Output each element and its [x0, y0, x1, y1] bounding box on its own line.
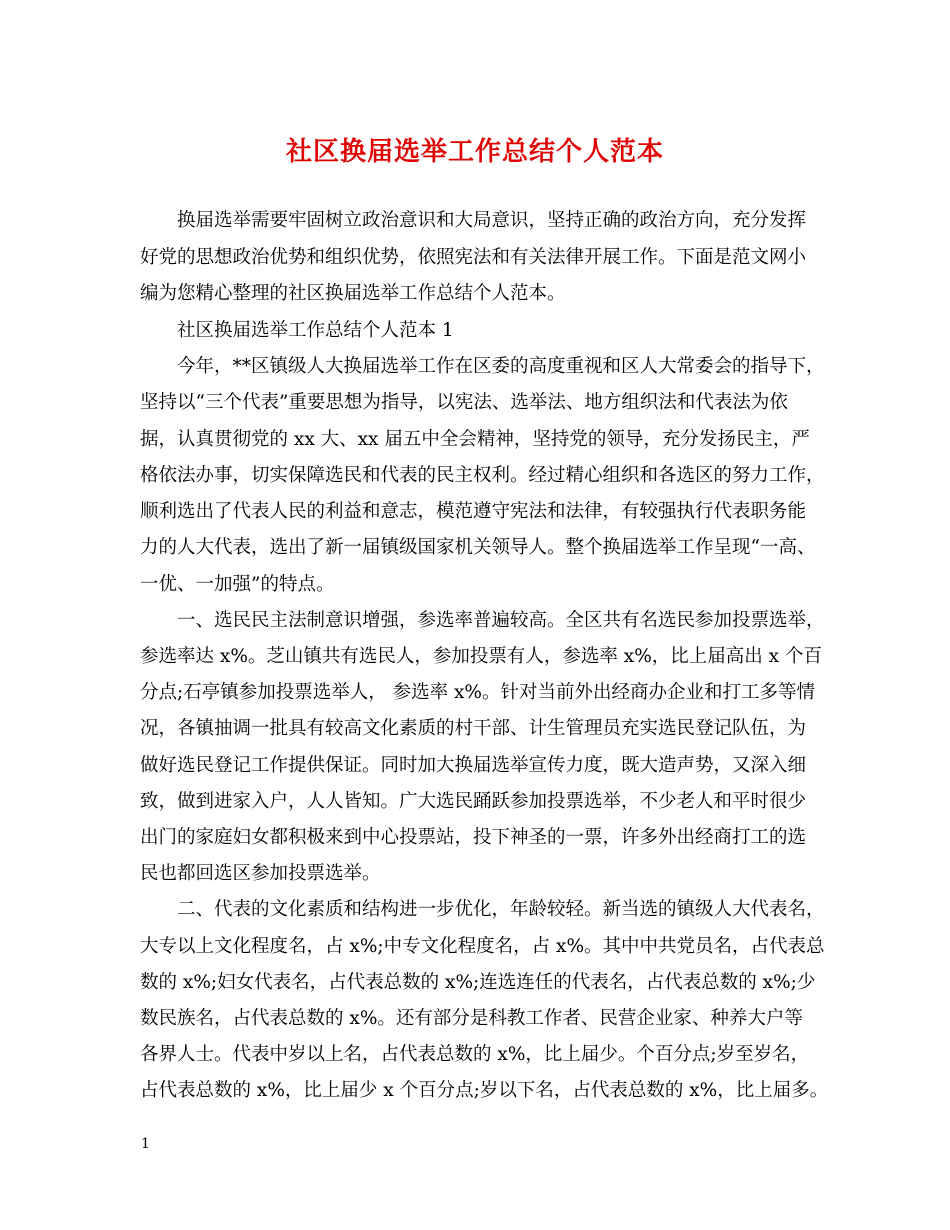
- paragraph-line: 占代表总数的 x%，比上届少 x 个百分点;岁以下名，占代表总数的 x%，比上届多。: [140, 1080, 829, 1101]
- paragraph-line: 据，认真贯彻党的 xx 大、xx 届五中全会精神，坚持党的领导，充分发扬民主，严: [140, 429, 810, 450]
- paragraph-line: 各界人士。代表中岁以上名，占代表总数的 x%，比上届少。个百分点;岁至岁名，: [140, 1044, 810, 1065]
- paragraph-line: 分点;石亭镇参加投票选举人， 参选率 x%。针对当前外出经商办企业和打工多等情: [140, 682, 816, 703]
- paragraph-line: 致，做到进家入户，人人皆知。广大选民踊跃参加投票选举，不少老人和平时很少: [140, 791, 807, 812]
- paragraph-line: 好党的思想政治优势和组织优势，依照宪法和有关法律开展工作。下面是范文网小: [140, 247, 807, 268]
- paragraph-line: 今年，**区镇级人大换届选举工作在区委的高度重视和区人大常委会的指导下，: [177, 356, 825, 377]
- paragraph-line: 做好选民登记工作提供保证。同时加大换届选举宣传力度，既大造声势，又深入细: [140, 755, 807, 776]
- paragraph-line: 况，各镇抽调一批具有较高文化素质的村干部、计生管理员充实选民登记队伍，为: [140, 718, 807, 739]
- paragraph-line: 数民族名，占代表总数的 x%。还有部分是科教工作者、民营企业家、种养大户等: [140, 1008, 803, 1029]
- paragraph-line: 民也都回选区参加投票选举。: [140, 863, 381, 884]
- page-number: 1: [141, 1136, 150, 1152]
- paragraph-line: 一、选民民主法制意识增强，参选率普遍较高。全区共有名选民参加投票选举，: [177, 610, 825, 631]
- paragraph-line: 顺利选出了代表人民的利益和意志，模范遵守宪法和法律，有较强执行代表职务能: [140, 501, 807, 522]
- paragraph-line: 力的人大代表，选出了新一届镇级国家机关领导人。整个换届选举工作呈现“一高、: [140, 537, 816, 558]
- paragraph-line: 换届选举需要牢固树立政治意识和大局意识，坚持正确的政治方向，充分发挥: [177, 210, 807, 231]
- paragraph-line: 二、代表的文化素质和结构进一步优化，年龄较轻。新当选的镇级人大代表名，: [177, 899, 825, 920]
- paragraph-line: 大专以上文化程度名，占 x%;中专文化程度名，占 x%。其中中共党员名，占代表总: [140, 936, 825, 957]
- paragraph-line: 一优、一加强”的特点。: [140, 574, 335, 595]
- document-title: 社区换届选举工作总结个人范本: [285, 137, 664, 167]
- paragraph-line: 格依法办事，切实保障选民和代表的民主权利。经过精心组织和各选区的努力工作，: [140, 465, 825, 486]
- paragraph-line: 出门的家庭妇女都积极来到中心投票站，投下神圣的一票，许多外出经商打工的选: [140, 827, 807, 848]
- section-heading: 社区换届选举工作总结个人范本 1: [177, 320, 454, 341]
- paragraph-line: 坚持以“三个代表”重要思想为指导，以宪法、选举法、地方组织法和代表法为依: [140, 392, 788, 413]
- paragraph-line: 参选率达 x%。芝山镇共有选民人，参加投票有人，参选率 x%，比上届高出 x 个百: [140, 646, 822, 667]
- paragraph-line: 数的 x%;妇女代表名，占代表总数的 x%;连选连任的代表名，占代表总数的 x%;少: [140, 972, 816, 993]
- paragraph-line: 编为您精心整理的社区换届选举工作总结个人范本。: [140, 283, 566, 304]
